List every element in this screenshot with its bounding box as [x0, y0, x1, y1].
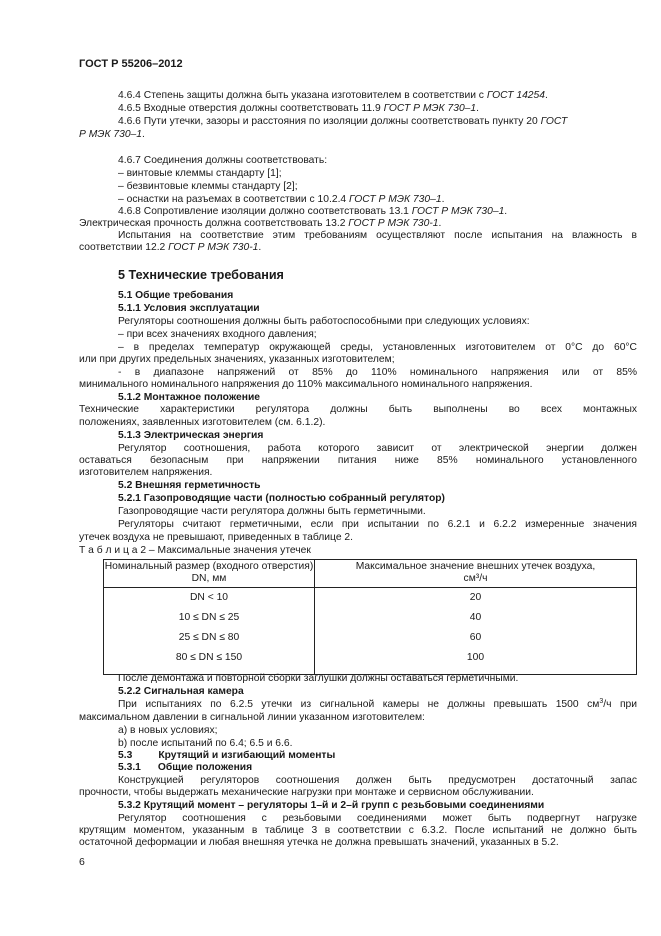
table-2-max-leaks — [103, 559, 637, 675]
table-header-row — [104, 560, 637, 588]
paragraph-4-6-6-cont: Р МЭК 730–1. — [79, 129, 145, 140]
paragraph: Регуляторы соотношения должны быть работоспособными при следующих условиях: — [118, 316, 530, 327]
paragraph-cont: изготовителем напряжения. — [79, 467, 213, 478]
paragraph: Технические характеристики регулятора должны быть выполнены во всех монтажных — [79, 404, 637, 415]
paragraph-cont: максимальном давлении в сигнальной линии указанном изготовителем: — [79, 712, 425, 723]
table-caption: Т а б л и ц а 2 – Максимальные значения утечек — [79, 545, 311, 556]
list-item: – оснастки на разъемах в соответствии с 10.2.4 ГОСТ Р МЭК 730–1. — [118, 194, 445, 205]
list-item: – винтовые клеммы стандарту [1]; — [118, 168, 282, 179]
header-text: см³/ч — [463, 573, 488, 584]
subheading-5-1-2: 5.1.2 Монтажное положение — [118, 392, 260, 403]
table-cell: 100 — [315, 649, 637, 675]
table-header-cell — [315, 560, 637, 588]
paragraph-4-6-4: 4.6.4 Степень защиты должна быть указана изготовителем в соответствии с ГОСТ 14254. — [118, 90, 548, 101]
table-cell: 25 ≤ DN ≤ 80 — [104, 629, 315, 649]
page-number: 6 — [79, 856, 85, 868]
paragraph-cont: прочности, чтобы выдержать механические нагрузки при монтаже и сервисном обслуживании. — [79, 787, 534, 798]
table-row — [104, 629, 637, 649]
list-item-cont: минимального номинального напряжения до 110% максимального номинального напряжения. — [79, 379, 533, 390]
paragraph-dielectric: Электрическая прочность должна соответствовать 13.2 ГОСТ Р МЭК 730-1. — [79, 218, 442, 229]
document-header: ГОСТ Р 55206–2012 — [79, 58, 183, 70]
subheading-5-2-1: 5.2.1 Газопроводящие части (полностью собранный регулятор) — [118, 493, 445, 504]
paragraph: Регуляторы считают герметичными, если при испытании по 6.2.1 и 6.2.2 измеренные значения — [118, 519, 637, 530]
list-item: – безвинтовые клеммы стандарту [2]; — [118, 181, 298, 192]
paragraph-cont: положениях, заявленных изготовителем (см. 6.1.2). — [79, 417, 326, 428]
paragraph-tests: Испытания на соответствие этим требованиям осуществляют после испытания на влажность в — [118, 230, 637, 241]
list-item-cont: или при других предельных значениях, указанных изготовителем; — [79, 354, 395, 365]
paragraph-cont: оставаться безопасным при напряжении питания ниже 85% номинального установленного — [79, 455, 637, 466]
list-item: а) в новых условиях; — [118, 725, 218, 736]
table-cell: 60 — [315, 629, 637, 649]
list-item: – в пределах температур окружающей среды, установленных изготовителем от 0°С до 60°С — [118, 342, 637, 353]
subheading-5-3: 5.3 Крутящий и изгибающий моменты — [118, 750, 336, 761]
header-text: DN, мм — [191, 573, 227, 584]
table-header-cell — [104, 560, 315, 588]
paragraph: Конструкцией регуляторов соотношения должен быть предусмотрен достаточный запас — [118, 775, 637, 786]
paragraph-4-6-7: 4.6.7 Соединения должны соответствовать: — [118, 155, 328, 166]
table-row — [104, 649, 637, 675]
subheading-5-2-2: 5.2.2 Сигнальная камера — [118, 686, 244, 697]
paragraph: При испытаниях по 6.2.5 утечки из сигнальной камеры не должны превышать 1500 $см^3/ч$ при — [118, 698, 638, 710]
list-item: - в диапазоне напряжений от 85% до 110% номинального напряжения или от 85% — [118, 367, 637, 378]
section-5-heading: 5 Технические требования — [118, 268, 284, 282]
table-cell: 40 — [315, 609, 637, 629]
paragraph-4-6-5: 4.6.5 Входные отверстия должны соответствовать 11.9 ГОСТ Р МЭК 730–1. — [118, 103, 479, 114]
table-row — [104, 588, 637, 610]
paragraph: После демонтажа и повторной сборки заглушки должны оставаться герметичными. — [118, 673, 519, 684]
paragraph-cont: крутящим моментом, указанным в таблице 3 в соответствии с 6.3.2. После испытаний не должно быть — [79, 825, 637, 836]
paragraph-4-6-8: 4.6.8 Сопротивление изоляции должно соответствовать 13.1 ГОСТ Р МЭК 730–1. — [118, 206, 508, 217]
table-cell: 80 ≤ DN ≤ 150 — [104, 649, 315, 675]
subheading-5-2: 5.2 Внешняя герметичность — [118, 480, 261, 491]
subheading-5-1-1: 5.1.1 Условия эксплуатации — [118, 303, 260, 314]
list-item: – при всех значениях входного давления; — [118, 329, 317, 340]
paragraph-tests-cont: соответствии 12.2 ГОСТ Р МЭК 730-1. — [79, 242, 262, 253]
header-text: Номинальный размер (входного отверстия) — [104, 561, 314, 572]
header-text: Максимальное значение внешних утечек воздуха, — [355, 561, 596, 572]
paragraph: Газопроводящие части регулятора должны быть герметичными. — [118, 506, 426, 517]
paragraph: Регулятор соотношения, работа которого зависит от электрической энергии должен — [118, 443, 637, 454]
paragraph-cont: утечек воздуха не превышают, приведенных в таблице 2. — [79, 532, 354, 543]
list-item: b) после испытаний по 6.4; 6.5 и 6.6. — [118, 738, 293, 749]
paragraph-4-6-6: 4.6.6 Пути утечки, зазоры и расстояния по изоляции должны соответствовать пункту 20 ГОСТ — [118, 116, 568, 127]
subheading-5-1: 5.1 Общие требования — [118, 290, 234, 301]
paragraph: Регулятор соотношения с резьбовыми соединениями может быть подвергнут нагрузке — [118, 813, 637, 824]
table-cell: 20 — [315, 588, 637, 610]
table-cell: DN < 10 — [104, 588, 315, 610]
subheading-5-3-2: 5.3.2 Крутящий момент – регуляторы 1–й и 2–й групп с резьбовыми соединениями — [118, 800, 545, 811]
subheading-5-3-1: 5.3.1 Общие положения — [118, 762, 253, 773]
paragraph-cont: остаточной деформации и любая внешняя утечка не должна превышать значений, указанных в 5.2. — [79, 837, 559, 848]
table-cell: 10 ≤ DN ≤ 25 — [104, 609, 315, 629]
subheading-5-1-3: 5.1.3 Электрическая энергия — [118, 430, 264, 441]
table-row — [104, 609, 637, 629]
